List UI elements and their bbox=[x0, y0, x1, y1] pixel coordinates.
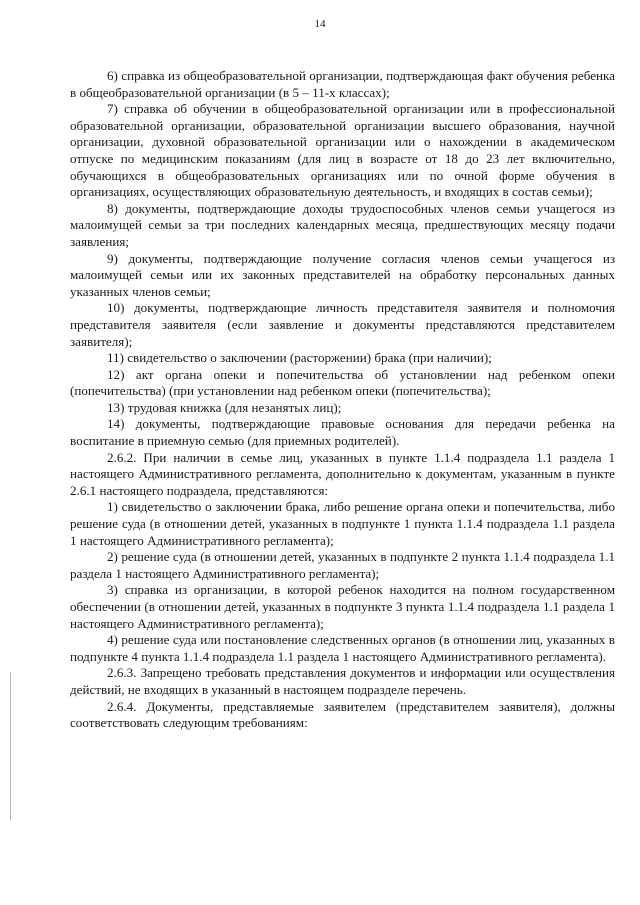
paragraph-subitem-2: 2) решение суда (в отношении детей, указанных в подпункте 2 пункта 1.1.4 подраздела 1.1 раздела 1 настоящего Административного регламента); bbox=[70, 549, 615, 581]
paragraph-subitem-4: 4) решение суда или постановление следственных органов (в отношении лиц, указанных в подпункте 4 пункта 1.1.4 подраздела 1.1 раздела 1 настоящего Административного регламента). bbox=[70, 632, 615, 664]
scan-margin-line bbox=[10, 672, 11, 820]
paragraph-item-13: 13) трудовая книжка (для незанятых лиц); bbox=[107, 399, 342, 415]
paragraph-item-8: 8) документы, подтверждающие доходы трудоспособных членов семьи учащегося из малоимущей семьи за три последних календарных месяца, предшествующих месяцу подачи заявления; bbox=[70, 200, 615, 249]
paragraph-item-9: 9) документы, подтверждающие получение согласия членов семьи учащегося из малоимущей семьи или их законных представителей на обработку персональных данных указанных членов семьи; bbox=[70, 250, 615, 299]
paragraph-section-2-6-3: 2.6.3. Запрещено требовать представления документов и информации или осуществления действий, не входящих в указанный в настоящем подразделе перечень. bbox=[70, 665, 615, 697]
paragraph-item-7: 7) справка об обучении в общеобразовательной организации или в профессиональной образовательной организации, образовательной организации высшего образования, научной организации, духовной образовательной организации или о нахождении в академическом отпуске по медицинским показаниям (для лиц в возрасте от 18 до 23 лет включительно, обучающихся в общеобразовательных организациях или по очной форме обучения в организациях, осуществляющих образовательную деятельность, и входящих в состав семьи); bbox=[70, 101, 615, 200]
paragraph-item-10: 10) документы, подтверждающие личность представителя заявителя и полномочия представителя заявителя (если заявление и документы представляются представителем заявителя); bbox=[70, 300, 615, 349]
document-body bbox=[70, 68, 615, 732]
paragraph-item-12: 12) акт органа опеки и попечительства об установлении над ребенком опеки (попечительства) (при установлении над ребенком опеки (попечительства); bbox=[70, 366, 615, 399]
paragraph-item-14: 14) документы, подтверждающие правовые основания для передачи ребенка на воспитание в приемную семью (для приемных родителей). bbox=[70, 416, 615, 449]
paragraph-item-6: 6) справка из общеобразовательной организации, подтверждающая факт обучения ребенка в общеобразовательной организации (в 5 – 11-х классах); bbox=[70, 68, 615, 100]
paragraph-subitem-3: 3) справка из организации, в которой ребенок находится на полном государственном обеспечении (в отношении детей, указанных в подпункте 3 пункта 1.1.4 подраздела 1.1 раздела 1 настоящего Административного регламента); bbox=[70, 582, 615, 631]
paragraph-section-2-6-4: 2.6.4. Документы, представляемые заявителем (представителем заявителя), должны соответствовать следующим требованиям: bbox=[70, 698, 615, 731]
page-number: 14 bbox=[314, 18, 326, 30]
paragraph-section-2-6-2: 2.6.2. При наличии в семье лиц, указанных в пункте 1.1.4 подраздела 1.1 раздела 1 настоящего Административного регламента, дополнительно к документам, указанным в пункте 2.6.1 настоящего подраздела, представляются: bbox=[70, 449, 615, 498]
paragraph-item-11: 11) свидетельство о заключении (расторжении) брака (при наличии); bbox=[107, 350, 492, 366]
paragraph-subitem-1: 1) свидетельство о заключении брака, либо решение органа опеки и попечительства, либо решение суда (в отношении детей, указанных в подпункте 1 пункта 1.1.4 подраздела 1.1 раздела 1 настоящего Административного регламента); bbox=[70, 499, 615, 548]
